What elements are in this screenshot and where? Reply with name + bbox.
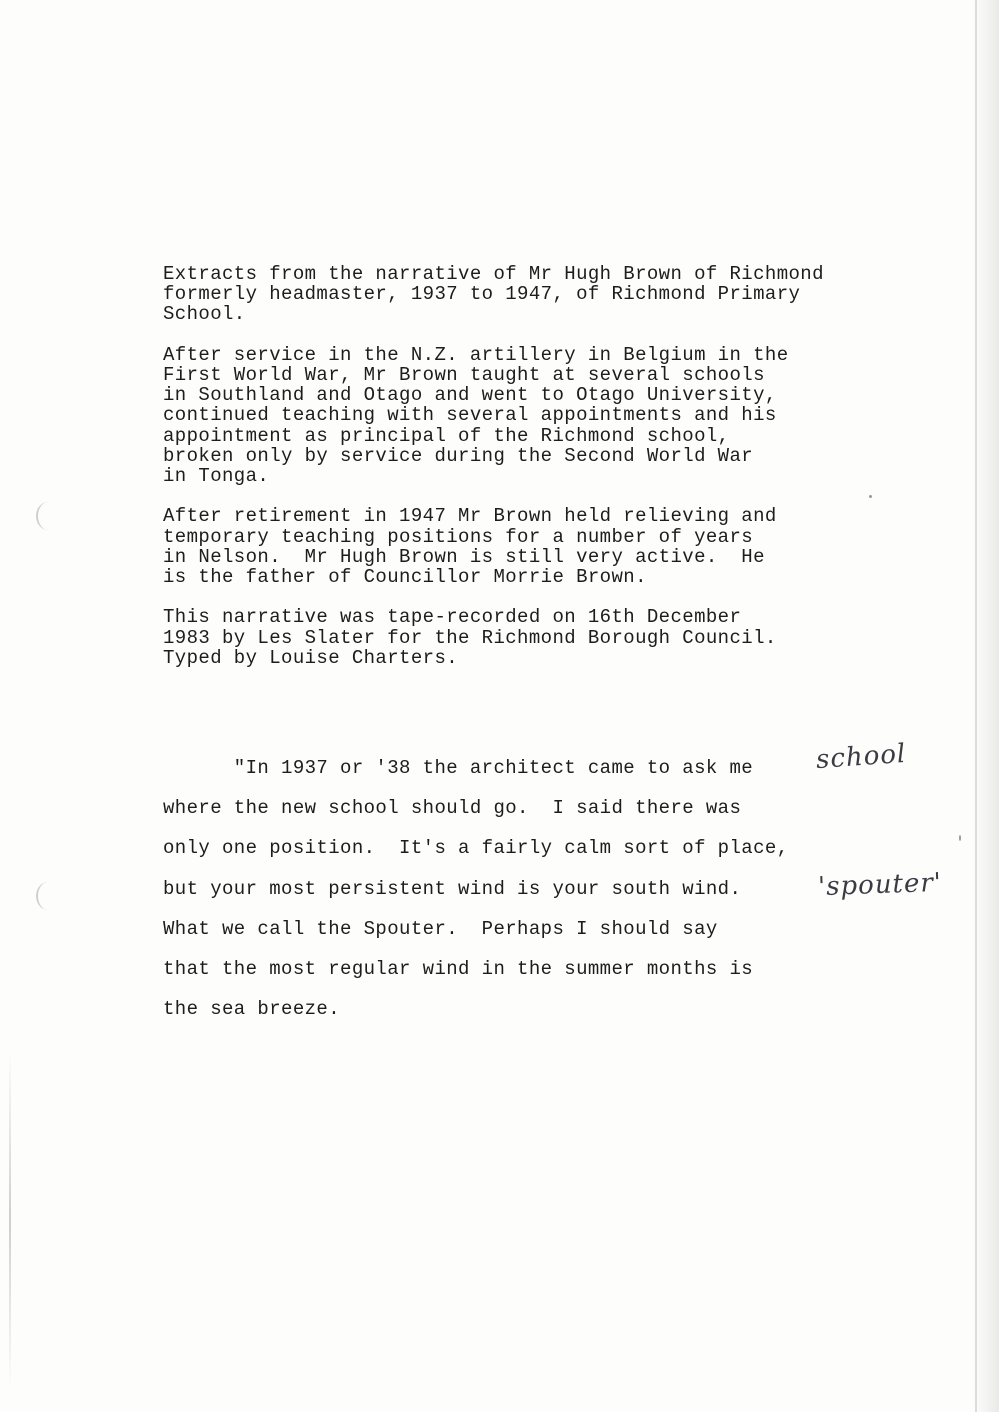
margin-note-spouter: 'spouter' — [817, 867, 943, 903]
margin-note-school: school — [815, 738, 908, 776]
intro-block — [163, 264, 863, 688]
intro-paragraph-title: Extracts from the narrative of Mr Hugh Brown of Richmond formerly headmaster, 1937 to 1947, of Richmond Primary School. — [163, 263, 824, 326]
narrative-line: but your most persistent wind is your south wind. — [163, 877, 742, 900]
scan-speck — [869, 495, 872, 498]
punch-hole-bottom — [36, 882, 60, 910]
page-edge-line — [975, 0, 977, 1412]
scan-speck — [959, 835, 961, 841]
intro-paragraph-retirement: After retirement in 1947 Mr Brown held relieving and temporary teaching positions for a number of years in Nelson. Mr Hugh Brown is still very active. He is the father of Councillor Morrie Brown. — [163, 505, 777, 589]
narrative-line: the sea breeze. — [163, 998, 341, 1021]
intro-paragraph-recording: This narrative was tape-recorded on 16th December 1983 by Les Slater for the Richmond Borough Council. Typed by Louise Charters. — [163, 606, 777, 669]
narrative-line: where the new school should go. I said there was — [163, 797, 742, 820]
narrative-line: "In 1937 or '38 the architect came to ask me — [163, 757, 754, 779]
narrative-line: only one position. It's a fairly calm sort of place, — [163, 837, 789, 860]
narrative-line: What we call the Spouter. Perhaps I should say — [163, 917, 718, 940]
narrative-block — [163, 748, 823, 1029]
punch-hole-top — [36, 502, 60, 530]
scan-edge-mark — [9, 1050, 11, 1390]
intro-paragraph-service: After service in the N.Z. artillery in Belgium in the First World War, Mr Brown taught at several schools in Southland and Otago and went to Otago University, continued teaching with several appointments and his appointment as principal of the Richmond school, broken only by service during the Second World War in Tonga. — [163, 343, 789, 488]
narrative-line: that the most regular wind in the summer months is — [163, 958, 754, 981]
